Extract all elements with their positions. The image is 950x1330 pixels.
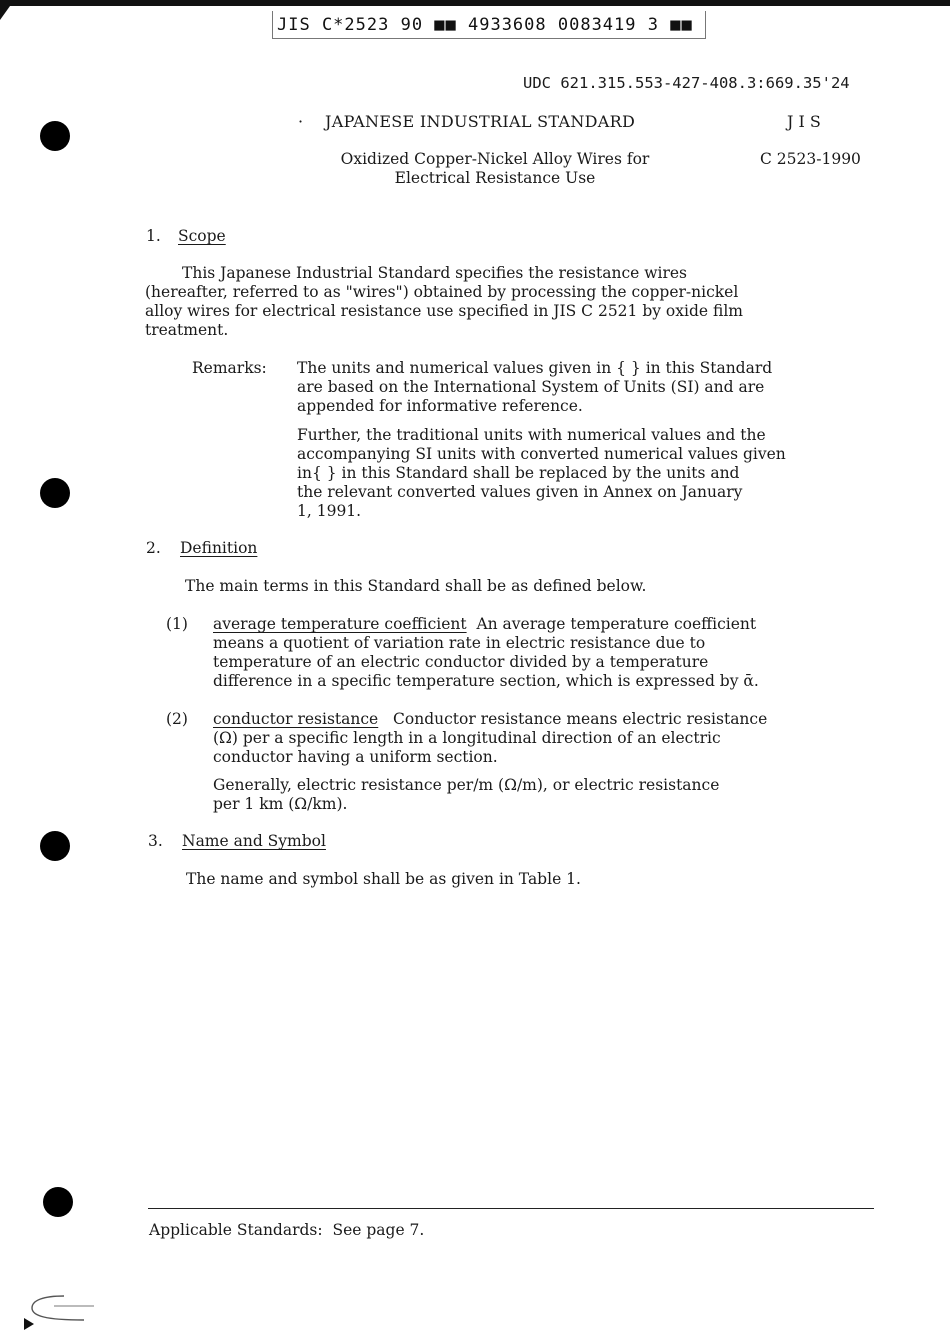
footer-rule bbox=[148, 1208, 874, 1209]
jis-label: J I S bbox=[787, 112, 821, 131]
corner-mark-top bbox=[0, 6, 10, 20]
punch-hole bbox=[40, 121, 70, 151]
item-1-text: An average temperature coefficient bbox=[476, 615, 757, 633]
section-2-number: 2. bbox=[146, 539, 161, 557]
definition-item-1 bbox=[213, 615, 873, 691]
footer-text: See page 7. bbox=[332, 1221, 425, 1239]
definition-item-2 bbox=[213, 710, 873, 767]
item-2-text: Conductor resistance means electric resistance bbox=[393, 710, 768, 728]
section-2-heading: Definition bbox=[180, 539, 258, 557]
item-2-line: (Ω) per a specific length in a longitudinal direction of an electric bbox=[213, 729, 721, 747]
remarks-line: the relevant converted values given in Annex on January bbox=[297, 483, 743, 501]
definition-intro: The main terms in this Standard shall be as defined below. bbox=[185, 577, 647, 595]
bullet-dot: · bbox=[298, 112, 304, 131]
punch-hole bbox=[40, 478, 70, 508]
punch-hole bbox=[43, 1187, 73, 1217]
section-3-number: 3. bbox=[148, 832, 163, 850]
item-2-term: conductor resistance bbox=[213, 710, 379, 728]
item-1-first-line bbox=[213, 615, 873, 634]
top-border bbox=[0, 0, 950, 6]
title-line-1: Oxidized Copper-Nickel Alloy Wires for bbox=[340, 150, 650, 168]
remarks-line: Further, the traditional units with numerical values and the bbox=[297, 426, 766, 444]
item-1-line: difference in a specific temperature section, which is expressed by ᾱ. bbox=[213, 672, 759, 690]
scope-line: treatment. bbox=[145, 321, 229, 339]
header-code: JIS C*2523 90 ■■ 4933608 0083419 3 ■■ bbox=[272, 11, 706, 39]
item-2-first-line bbox=[213, 710, 873, 729]
remarks-line: appended for informative reference. bbox=[297, 397, 583, 415]
standard-number: C 2523-1990 bbox=[760, 150, 861, 168]
remarks-line: 1, 1991. bbox=[297, 502, 362, 520]
scope-line: (hereafter, referred to as "wires") obtained by processing the copper-nickel bbox=[145, 283, 739, 301]
scope-line: This Japanese Industrial Standard specifies the resistance wires bbox=[182, 264, 687, 282]
footer-label: Applicable Standards: bbox=[149, 1221, 323, 1239]
item-2-extra-line: Generally, electric resistance per/m (Ω/m), or electric resistance bbox=[213, 776, 720, 794]
punch-hole bbox=[40, 831, 70, 861]
remarks-paragraph-1 bbox=[297, 359, 867, 416]
remarks-line: in{ } in this Standard shall be replaced by the units and bbox=[297, 464, 740, 482]
remarks-paragraph-2 bbox=[297, 426, 867, 521]
title-line-2: Electrical Resistance Use bbox=[394, 169, 596, 187]
item-2-number: (2) bbox=[166, 710, 188, 728]
remarks-line: are based on the International System of Units (SI) and are bbox=[297, 378, 765, 396]
remarks-line: accompanying SI units with converted numerical values given bbox=[297, 445, 786, 463]
item-1-line: means a quotient of variation rate in electric resistance due to bbox=[213, 634, 706, 652]
section-1-heading: Scope bbox=[178, 227, 226, 245]
scope-paragraph bbox=[145, 264, 865, 340]
item-1-number: (1) bbox=[166, 615, 188, 633]
item-2-extra bbox=[213, 776, 873, 814]
name-symbol-text: The name and symbol shall be as given in Table 1. bbox=[186, 870, 581, 888]
section-3-heading: Name and Symbol bbox=[182, 832, 326, 850]
item-1-line: temperature of an electric conductor divided by a temperature bbox=[213, 653, 709, 671]
corner-mark-bottom bbox=[24, 1290, 104, 1330]
remarks-line: The units and numerical values given in { } in this Standard bbox=[297, 359, 773, 377]
udc-number: UDC 621.315.553-427-408.3:669.35'24 bbox=[523, 74, 850, 92]
document-title bbox=[315, 150, 675, 188]
remarks-label: Remarks: bbox=[192, 359, 267, 377]
scope-line: alloy wires for electrical resistance use specified in JIS C 2521 by oxide film bbox=[145, 302, 743, 320]
item-2-line: conductor having a uniform section. bbox=[213, 748, 498, 766]
footer-applicable bbox=[149, 1221, 424, 1239]
section-1-number: 1. bbox=[146, 227, 161, 245]
item-1-term: average temperature coefficient bbox=[213, 615, 467, 633]
item-2-extra-line: per 1 km (Ω/km). bbox=[213, 795, 348, 813]
standard-name: JAPANESE INDUSTRIAL STANDARD bbox=[325, 112, 636, 131]
